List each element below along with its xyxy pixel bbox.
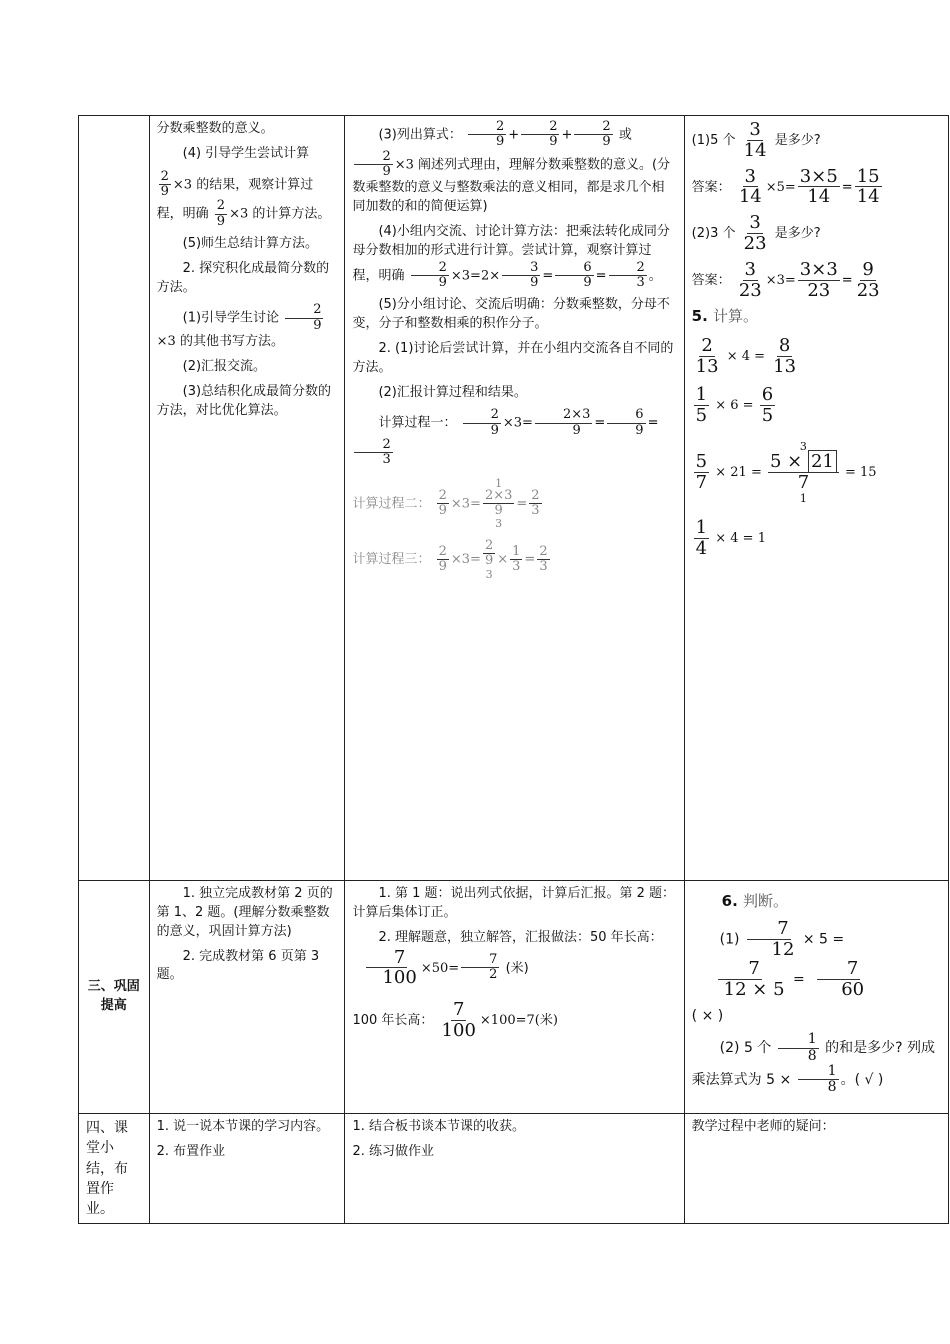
section-title: 三、巩固提高 <box>79 881 150 1114</box>
exercise-5-heading: 5. 计算。 <box>691 307 759 326</box>
table-row: 三、巩固提高 1. 独立完成教材第 2 页的第 1、2 题。(理解分数乘整数的意义，巩固计算方法) 2. 完成教材第 6 页第 3 题。 1. 第 1 题：说出列式依据，计算后汇报。第 2 题：计算后集体订正。 2. 理解题意，独立解答，汇报做法：50 年长高： $\frac{7}{100}$ ×50= $\frac{7}{2}$ (米) 100 年长高： $\frac{7}{100}$ ×100=7(米) 6. 判断。 (1) $\frac{7}{12}$ × 5 = $\frac{7}{12 \times 5}$ = $\frac{7}{60}$ ( × ) (2) 5 个 $\frac{1}{8}$ 的和是多少? 列成乘法算式为 5 × $\frac{1}{8}$ 。( √ ) <box>79 881 949 1114</box>
calc-process-3: 计算过程三： $\frac{2}{9}$ ×3= 2 9 3 × $\frac{1}{3}$ = $\frac{2}{3}$ <box>352 538 548 581</box>
section-title: 四、课堂小结，布置作业。 <box>79 1114 150 1224</box>
table-row <box>79 116 949 881</box>
exercise-6-heading: 6. 判断。 <box>721 892 789 910</box>
lesson-plan-table <box>78 115 949 1224</box>
text-line: (4) 引导学生尝试计算 <box>182 145 310 161</box>
table-row: 四、课堂小结，布置作业。 1. 说一说本节课的学习内容。 2. 布置作业 1. 结合板书谈本节课的收获。 2. 练习做作业 教学过程中老师的疑问： <box>79 1114 949 1224</box>
calc-process-1: 计算过程一： $\frac{2}{9}$ ×3= $\frac{2\times 3}{9}$ = $\frac{6}{9}$ = $\frac{2}{3}$ <box>352 408 676 467</box>
calc-process-2: 计算过程二： $\frac{2}{9}$ ×3= 1 2×3 9 3 = $\frac{2}{3}$ <box>352 476 540 531</box>
student-activity-cell: (3)列出算式： $\frac{2}{9}$ + $\frac{2}{9}$ + $\frac{2}{9}$ 或 $\frac{2}{9}$ ×3 阐述列式理由，理解分数乘整数的意义。(分数乘整数的意义与整数乘法的意义相同，都是求几个相同加数的和的简便运算) (4)小组内交流、讨论计算方法：把乘法转化成同分母分数相加的形式进行计算。尝试计算，观察计算过程，明确 $\frac{2}{9}$ ×3=2× $\frac{3}{9}$ = $\frac{6}{9}$ = $\frac{2}{3}$ 。 (5)分小组讨论、交流后明确：分数乘整数，分母不变，分子和整数相乘的积作分子。 2. (1)讨论后尝试计算，并在小组内交流各自不同的方法。 (2)汇报计算过程和结果。 计算过程一： $\frac{2}{9}$ ×3= $\frac{2\times 3}{9}$ = $\frac{6}{9}$ = $\frac{2}{3}$ 计算过程二： $\frac{2}{9}$ ×3= 1 2×3 9 3 = $\frac{2}{3}$ 计算过程三： $\frac{2}{9}$ ×3= 2 9 3 × $\frac{1}{3}$ = $\frac{2}{3}$ <box>345 116 684 881</box>
teacher-activity-cell: 分数乘整数的意义。 (4) 引导学生尝试计算 $\frac{2}{9}$ ×3 的结果，观察计算过程，明确 $\frac{2}{9}$ ×3 的计算方法。 (5)师生总结计算方法。 2. 探究积化成最简分数的方法。 (1)引导学生讨论 $\frac{2}{9}$ ×3 的其他书写方法。 (2)汇报交流。 (3)总结积化成最简分数的方法，对比优化算法。 <box>149 116 345 881</box>
exercise-cell: (1)5 个 $\frac{3}{14}$ 是多少? 答案： $\frac{3}{14}$ ×5= $\frac{3\times 5}{14}$ = $\frac{15}{14}$ (2)3 个 $\frac{3}{23}$ 是多少? 答案： $\frac{3}{23}$ ×3= $\frac{3\times 3}{23}$ = $\frac{9}{23}$ 5. 计算。 $\frac{2}{13}$ × 4 = $\frac{8}{13}$ $\frac{1}{5}$ × 6 = $\frac{6}{5}$ $\frac{5}{7}$ × 21 = 3 5 × 21 7 1 = 15 $\frac{1}{4}$ × 4 = 1 <box>684 116 948 881</box>
section-cell <box>79 116 150 881</box>
